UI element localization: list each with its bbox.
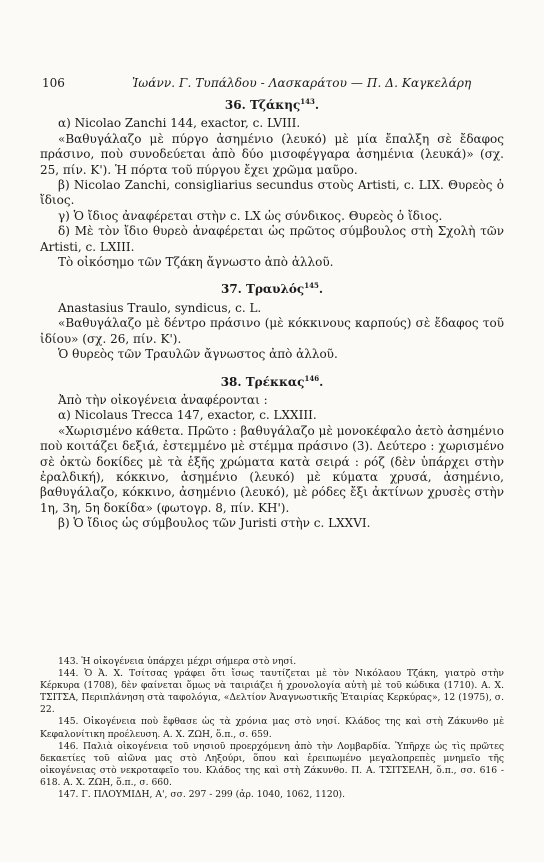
- paragraph: «Βαθυγάλαζο μὲ πύργο ἀσημένιο (λευκό) μὲ μία ἔπαλξη σὲ ἔδαφος πράσινο, ποὺ συνοδεύεται ἀπὸ δύο μισοφέγγαρα ἀσημένια (λευκά)» (σχ. 25, πίν. Κ'). Ἡ πόρτα τοῦ πύργου ἔχει χρῶμα μαῦρο.: [40, 131, 504, 177]
- paragraph: Ἀπὸ τὴν οἰκογένεια ἀναφέρονται :: [58, 392, 268, 407]
- paragraph: α) Nicolaus Trecca 147, exactor, c. LXXIII.: [58, 408, 317, 423]
- paragraph: Τὸ οἰκόσημο τῶν Τζάκη ἄγνωστο ἀπὸ ἀλλοῦ.: [58, 255, 334, 270]
- paragraph: β) Nicolao Zanchi, consigliarius secundus στοὺς Artisti, c. LIX. Θυρεὸς ὁ ἴδιος.: [40, 178, 504, 208]
- main-text: [40, 96, 504, 532]
- paragraph: δ) Μὲ τὸν ἴδιο θυρεὸ ἀναφέρεται ὡς πρῶτος σύμβουλος στὴ Σχολὴ τῶν Artisti, c. LXIII.: [40, 224, 504, 254]
- paragraph: α) Nicolao Zanchi 144, exactor, c. LVIII.: [58, 116, 301, 131]
- paragraph: Ὁ θυρεὸς τῶν Τραυλῶν ἄγνωστος ἀπὸ ἀλλοῦ.: [58, 347, 338, 362]
- footnote-144: 144. Ὁ Ἀ. Χ. Τσίτσας γράφει ὅτι ἴσως ταυτίζεται μὲ τὸν Νικόλαου Τζάκη, γιατρὸ στὴν Κέρκυρα (1708), δὲν φαίνεται ὅμως νὰ ταιριάζει ἡ χρονολογία αὐτὴ μὲ τοῦ κώδικα (1710). Α. Χ. ΤΣΙΤΣΑ, Περιπλάνηση στὰ ταφολόγια, «Δελτίον Ἀναγνωστικῆς Ἑταιρίας Κερκύρας», 12 (1975), σ. 22.: [40, 668, 504, 716]
- page-number: 106: [42, 76, 65, 90]
- footnotes: [40, 656, 504, 801]
- footnote-143: 143. Ἡ οἰκογένεια ὑπάρχει μέχρι σήμερα στὸ νησί.: [58, 656, 297, 667]
- section-heading-38: 38. Τρέκκας$^{146}$.: [220, 373, 324, 389]
- footnote-146: 146. Παλιὰ οἰκογένεια τοῦ νησιοῦ προερχόμενη ἀπὸ τὴν Λομβαρδία. Ὑπῆρχε ὡς τὶς πρῶτες δεκαετίες τοῦ αἰῶνα μας στὸ Ληξούρι, ὅπου καὶ ἐρειπωμένο μεγαλοπρεπὲς μνημεῖο τῆς οἰκογένειας στὸ νεκροταφεῖο του. Κλάδος της καὶ στὴ Ζάκυνθο. Π. Α. ΤΣΙΤΣΕΛΗ, ὅ.π., σσ. 616 - 618. Α. Χ. ΖΩΗ, ὅ.π., σ. 660.: [40, 740, 504, 788]
- paragraph: «Βαθυγάλαζο μὲ δέντρο πράσινο (μὲ κόκκινους καρπούς) σὲ ἔδαφος τοῦ ἰδίου» (σχ. 26, πίν. Κ').: [40, 316, 504, 346]
- paragraph: «Χωρισμένο κάθετα. Πρῶτο : βαθυγάλαζο μὲ μονοκέφαλο ἀετὸ ἀσημένιο ποὺ κοιτάζει δεξιά, ἐστεμμένο μὲ στέμμα πράσινο (3). Δεύτερο : χωρισμένο σὲ ὀκτὼ δοκίδες μὲ τὰ ἑξῆς χρώματα κατὰ σειρά : ρόζ (δὲν ὑπάρχει στὴν ἐραλδική), κόκκινο, ἀσημένιο (λευκό) μὲ κύματα χρυσά, ἀσημένιο, βαθυγάλαζο, κόκκινο, ἀσημένιο (λευκό), μὲ ρόδες ἔξι ἀκτίνων χρυσὲς στὴν 1η, 3η, 5η δοκίδα» (φωτογρ. 8, πίν. ΚΗ').: [40, 423, 504, 515]
- section-heading-37: 37. Τραυλός$^{145}$.: [220, 281, 324, 297]
- section-heading-36: 36. Τζάκης$^{143}$.: [224, 97, 320, 112]
- footnote-145: 145. Οἰκογένεια ποὺ ἔφθασε ὡς τὰ χρόνια μας στὸ νησί. Κλάδος της καὶ στὴ Ζάκυνθο μὲ Κεφαλονίτικη προέλευση. Α. Χ. ΖΩΗ, ὅ.π., σ. 659.: [40, 716, 504, 740]
- paragraph: β) Ὁ ἴδιος ὡς σύμβουλος τῶν Juristi στὴν c. LXXVI.: [58, 516, 371, 531]
- paragraph: γ) Ὁ ἴδιος ἀναφέρεται στὴν c. LX ὡς σύνδικος. Θυρεὸς ὁ ἴδιος.: [58, 208, 443, 223]
- paragraph: Anastasius Traulo, syndicus, c. L.: [58, 300, 262, 315]
- running-head: Ἰωάνν. Γ. Τυπάλδου - Λασκαράτου — Π. Δ. Καγκελάρη: [132, 76, 472, 90]
- footnote-147: 147. Γ. ΠΛΟΥΜΙΔΗ, Α', σσ. 297 - 299 (ἀρ. 1040, 1062, 1120).: [58, 789, 346, 801]
